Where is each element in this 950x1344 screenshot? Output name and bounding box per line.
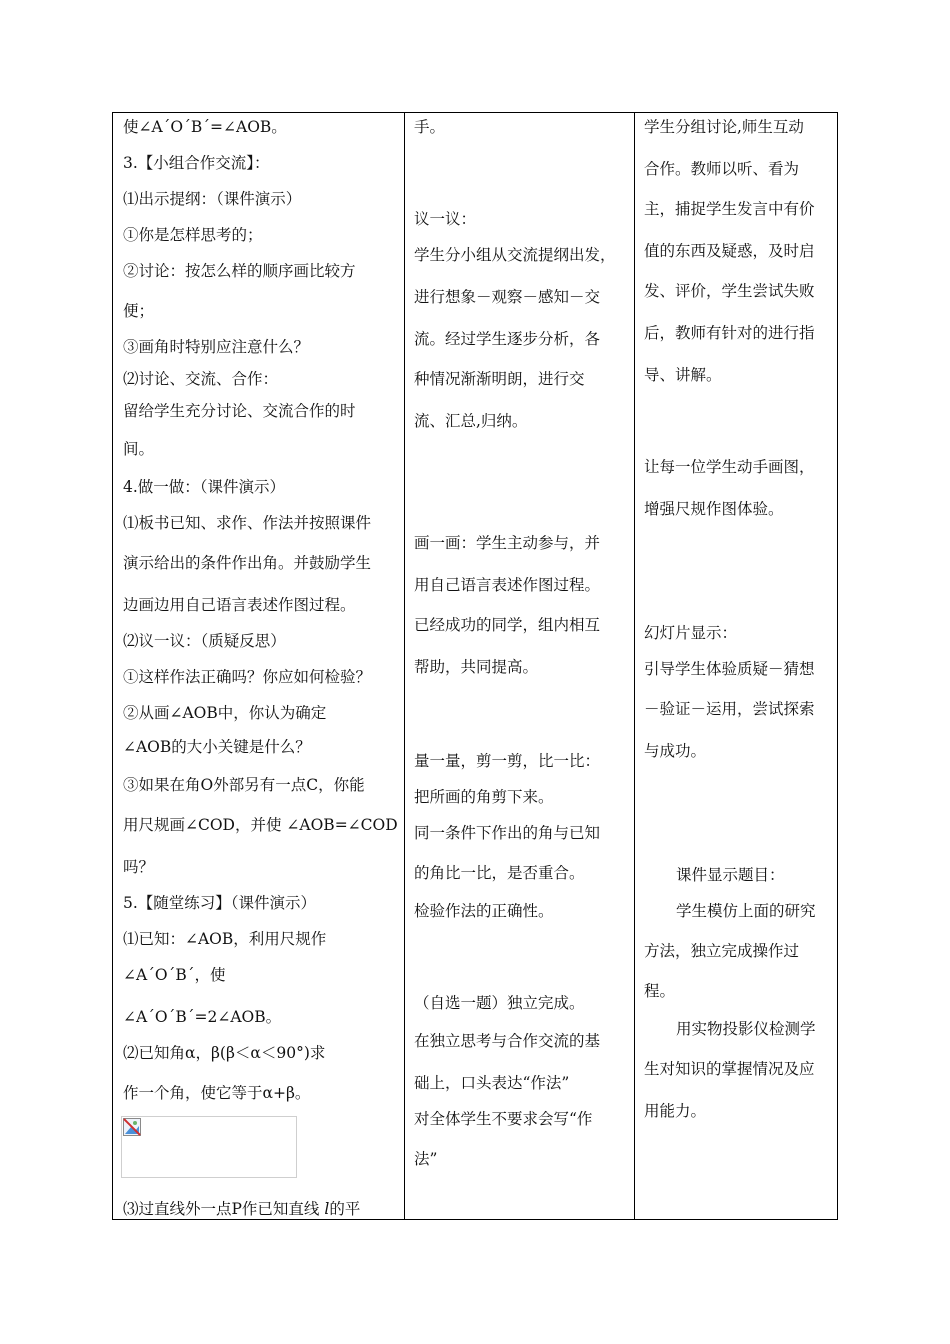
text-line: 后，教师有针对的进行指	[644, 324, 815, 342]
text-line: 吗？	[123, 858, 155, 876]
text-line: 手。	[414, 118, 446, 136]
text-line: 方法，独立完成操作过	[644, 942, 800, 960]
column-divider	[634, 113, 635, 1219]
text-line: 幻灯片显示：	[644, 624, 738, 642]
text-segment: ⑶过直线外一点P作已知直线	[123, 1200, 320, 1218]
text-line: 导、讲解。	[644, 366, 722, 384]
text-line: 主，捕捉学生发言中有价	[644, 200, 815, 218]
text-line: ②从画∠AOB中，你认为确定	[123, 704, 327, 722]
text-line: 学生模仿上面的研究	[676, 902, 816, 920]
text-line: 学生分组讨论,师生互动	[644, 118, 804, 136]
text-line: 作一个角，使它等于α+β。	[123, 1084, 311, 1102]
text-line: 合作。教师以听、看为	[644, 160, 800, 178]
text-line: 留给学生充分讨论、交流合作的时	[123, 402, 356, 420]
text-line: 流。经过学生逐步分析，各	[414, 330, 601, 348]
text-line: 课件显示题目：	[676, 866, 785, 884]
text-line	[123, 1199, 360, 1219]
text-line: 边画边用自己语言表述作图过程。	[123, 596, 356, 614]
text-line: 量一量，剪一剪，比一比：	[414, 752, 601, 770]
text-line: －验证－运用，尝试探索	[644, 700, 815, 718]
text-line: 用自己语言表述作图过程。	[414, 576, 601, 594]
embedded-image-placeholder	[121, 1116, 297, 1178]
text-line: 间。	[123, 440, 155, 458]
text-line: （自选一题）独立完成。	[414, 994, 585, 1012]
text-line: 程。	[644, 982, 676, 1000]
text-line: ⑴板书已知、求作、作法并按照课件	[123, 514, 372, 532]
text-line: 使∠A´O´B´=∠AOB。	[123, 118, 287, 136]
text-line: ⑵议一议：（质疑反思）	[123, 632, 286, 650]
text-line: 生对知识的掌握情况及应	[644, 1060, 815, 1078]
text-line: 让每一位学生动手画图，	[644, 458, 815, 476]
text-line: 同一条件下作出的角与已知	[414, 824, 601, 842]
text-line: ∠AOB的大小关键是什么？	[123, 738, 311, 756]
text-segment: 的平	[329, 1200, 361, 1218]
text-line: 法”	[414, 1150, 438, 1168]
text-line: ⑵已知角α，β(β＜α＜90°)求	[123, 1044, 326, 1062]
text-line: ①你是怎样思考的；	[123, 226, 263, 244]
text-line: ①这样作法正确吗？你应如何检验？	[123, 668, 372, 686]
text-line: 画一画：学生主动参与，并	[414, 534, 601, 552]
text-line: 学生分小组从交流提纲出发，	[414, 246, 616, 264]
text-line: ∠A´O´B´，使	[123, 966, 226, 984]
text-line: 在独立思考与合作交流的基	[414, 1032, 601, 1050]
text-line: 种情况渐渐明朗，进行交	[414, 370, 585, 388]
text-line: ⑵讨论、交流、合作：	[123, 370, 279, 388]
text-line: 进行想象－观察－感知－交	[414, 288, 601, 306]
text-line: 用实物投影仪检测学	[676, 1020, 816, 1038]
text-line: 已经成功的同学，组内相互	[414, 616, 601, 634]
text-line: ⑴已知：∠AOB，利用尺规作	[123, 930, 327, 948]
text-line: 发、评价，学生尝试失败	[644, 282, 815, 300]
text-line: 增强尺规作图体验。	[644, 500, 784, 518]
text-line: 把所画的角剪下来。	[414, 788, 554, 806]
text-line: 流、汇总,归纳。	[414, 412, 528, 430]
lesson-plan-table	[112, 112, 838, 1220]
text-line: 的角比一比，是否重合。	[414, 864, 585, 882]
text-line: ③画角时特别应注意什么？	[123, 338, 310, 356]
text-line: 帮助，共同提高。	[414, 658, 539, 676]
text-line: 对全体学生不要求会写“作	[414, 1110, 593, 1128]
text-line: 便；	[123, 302, 155, 320]
text-line: ∠A´O´B´=2∠AOB。	[123, 1008, 282, 1026]
text-line: ②讨论：按怎么样的顺序画比较方	[123, 262, 356, 280]
text-line: ⑴出示提纲：（课件演示）	[123, 190, 302, 208]
text-line: 值的东西及疑惑，及时启	[644, 242, 815, 260]
text-line: 用能力。	[644, 1102, 707, 1120]
text-line: 础上，口头表达“作法”	[414, 1074, 570, 1092]
line-symbol: l	[324, 1200, 330, 1218]
text-line: 演示给出的条件作出角。并鼓励学生	[123, 554, 372, 572]
section-heading: 3.【小组合作交流】：	[123, 154, 270, 172]
text-line: 与成功。	[644, 742, 707, 760]
column-divider	[404, 113, 405, 1219]
text-line: 检验作法的正确性。	[414, 902, 554, 920]
text-line: 用尺规画∠COD，并使 ∠AOB=∠COD	[123, 816, 398, 834]
section-heading: 4.做一做：（课件演示）	[123, 478, 286, 496]
text-line: 议一议：	[414, 210, 477, 228]
section-heading: 5.【随堂练习】（课件演示）	[123, 894, 317, 912]
text-line: 引导学生体验质疑－猜想	[644, 660, 815, 678]
broken-image-icon	[123, 1118, 141, 1136]
text-line: ③如果在角O外部另有一点C，你能	[123, 776, 365, 794]
